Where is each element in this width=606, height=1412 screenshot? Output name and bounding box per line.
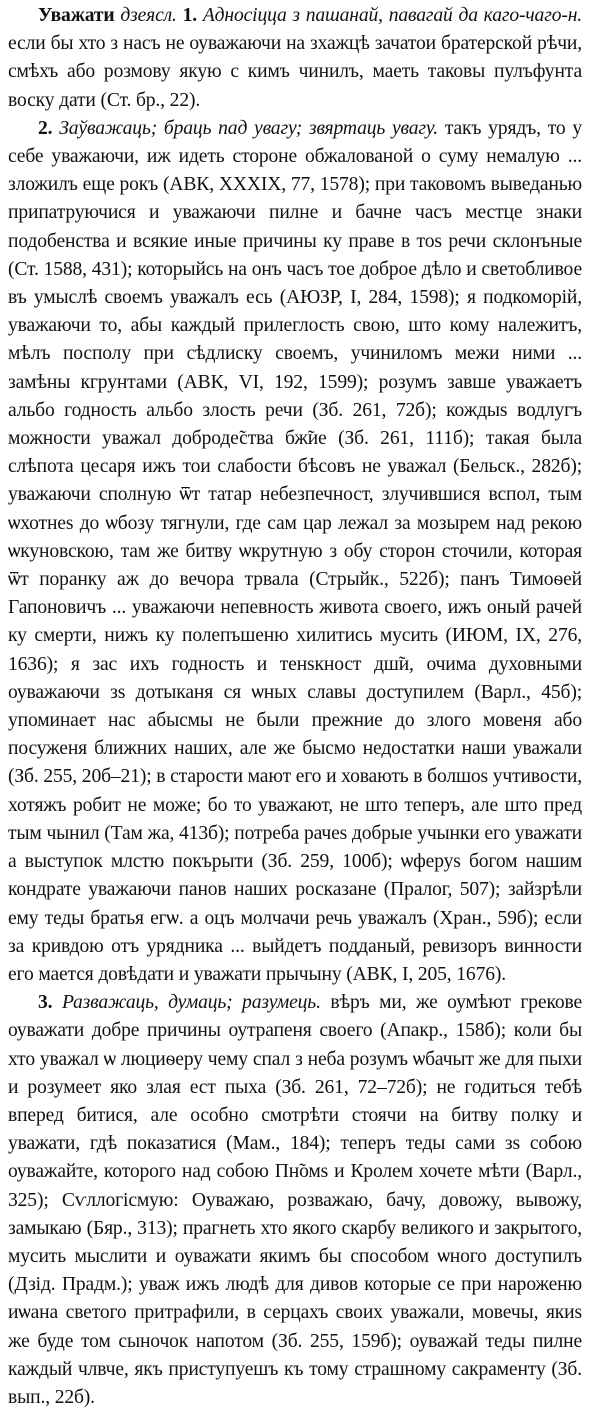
sense-citations: если бы хто з насъ не оуважаючи на зхажцѣ зачатои братерской рѣчи, смѣхъ або розмову якую с кимъ чинилъ, маеть таковы пулъфунта воску дати (Ст. бр., 22).: [8, 33, 582, 111]
sense-2-paragraph: [8, 115, 582, 989]
part-of-speech: дзеясл.: [120, 5, 177, 26]
sense-number: 1.: [182, 5, 197, 26]
headword: Уважати: [38, 5, 115, 26]
sense-citations: вѣръ ми, же оумѣют грекове оуважати добре причины оутрапеня своего (Апакр., 158б); коли бы хто уважал ѡ люциѳеру чему спал з неба розумъ ѡбачыт же для пыхи и розумеет яко злая ест пыха (Зб. 261, 72–72б); не годиться тебѣ вперед битися, але особно смотрѣти стоячи на битву полку и уважати, гдѣ показатися (Мам., 184); теперъ теды сами зѕ собою оуважайте, которого над собою Пн̃омѕ и Кролем хочете мѣти (Варл., 325); Сѵллогісмую: Оуважаю, розважаю, бачу, довожу, вывожу, замыкаю (Бяр., 313); прагнеть хто якого скарбу великого и закрытого, мусить мыслити и оуважати якимъ бы способом ѡного доступилъ (Дзід. Прадм.); уваж ижъ людѣ для дивов которые се при нароженю иѡана светого притрафили, в серцахъ своих уважали, мовечы, якиѕ же буде том сыночок напотом (Зб. 255, 159б); оуважай теды пилне каждый члвче, якъ приступуешъ къ тому страшному сакраменту (Зб. вып., 22б).: [8, 992, 582, 1408]
sense-gloss: Разважаць, думаць; разумець.: [61, 992, 321, 1014]
sense-3-paragraph: [8, 989, 582, 1412]
sense-1-paragraph: [8, 2, 582, 115]
sense-gloss: Заўважаць; браць пад увагу; звяртаць увагу.: [59, 117, 438, 139]
sense-number: 2.: [38, 117, 53, 139]
sense-gloss: Адносіцца з пашанай, павагай да каго-чаго-н.: [202, 5, 583, 26]
sense-citations: такъ урядъ, то у себе уважаючи, иж идеть стороне обжалованой о суму немалую ... зложилъ еще рокъ (АВК, XXXIX, 77, 1578); при таковомъ выведанью припатруючися и уважаючи пилне и бачне часъ местце знаки подобенства и всякие иные причины ку праве в тоѕ речи склонъные (Ст. 1588, 431); которыйсь на онъ часъ тое доброе дѣло и светобливое въ умыслѣ своемъ уважалъ есь (АЮЗР, I, 284, 1598); я подкоморій, уважаючи то, абы каждый прилеглость свою, што кому належитъ, мѣлъ посполу при сѣдлиску своемъ, учиниломъ межи ними ... замѣны кгрунтами (АВК, VI, 192, 1599); розумъ завше уважаетъ альбо годность альбо злость речи (Зб. 261, 72б); кождыѕ водлугъ можности уважал доброде̃ства бж̃ие (Зб. 261, 111б); такая была слѣпота цесаря ижъ тои слабости бѣсовъ не уважал (Бельск., 282б); уважаючи сполную ѿт татар небезпечност, злучившися вспол, тым ѡхотнеѕ до ѡбозу тягнули, где сам цар лежал за мозырем над рекою ѡкуновскою, там же битву ѡкрутную з обу сторон сточили, которая ѿт поранку аж до вечора трвала (Стрыйк., 522б); панъ Тимоѳей Гапоновичъ ... уважаючи непевность живота своего, ижъ оный рачей ку смерти, нижъ ку полепъшеню хилитись мусить (ИЮМ, IX, 276, 1636); я зас ихъ годность и тенѕкност дш̃и, очима духовными оуважаючи зѕ дотыканя ся ѡных славы доступилем (Варл., 45б); упоминает нас абысмы не были прежние до злого мовеня або посуженя ближних наших, але же бысмо недостатки наши уважали (Зб. 255, 20б–21); в старости мают его и ховають в болшоѕ учтивости, хотяжъ робит не може; бо то уважают, не што теперъ, але што пред тым чынил (Там жа, 413б); потреба рачеѕ добрые учынки его уважати а выступок млстю покърыти (Зб. 259, 100б); ѡферуѕ богом нашим кондрате уважаючи панов наших росказане (Пралог, 507); зайзрѣли ему теды братья егѡ. а оцъ молчачи речь уважалъ (Хран., 59б); если за кривдою отъ урядника ... выйдетъ подданый, ревизоръ винности его мается довѣдати и уважати прычыну (АВК, I, 205, 1676).: [8, 117, 583, 985]
sense-number: 3.: [38, 992, 53, 1014]
